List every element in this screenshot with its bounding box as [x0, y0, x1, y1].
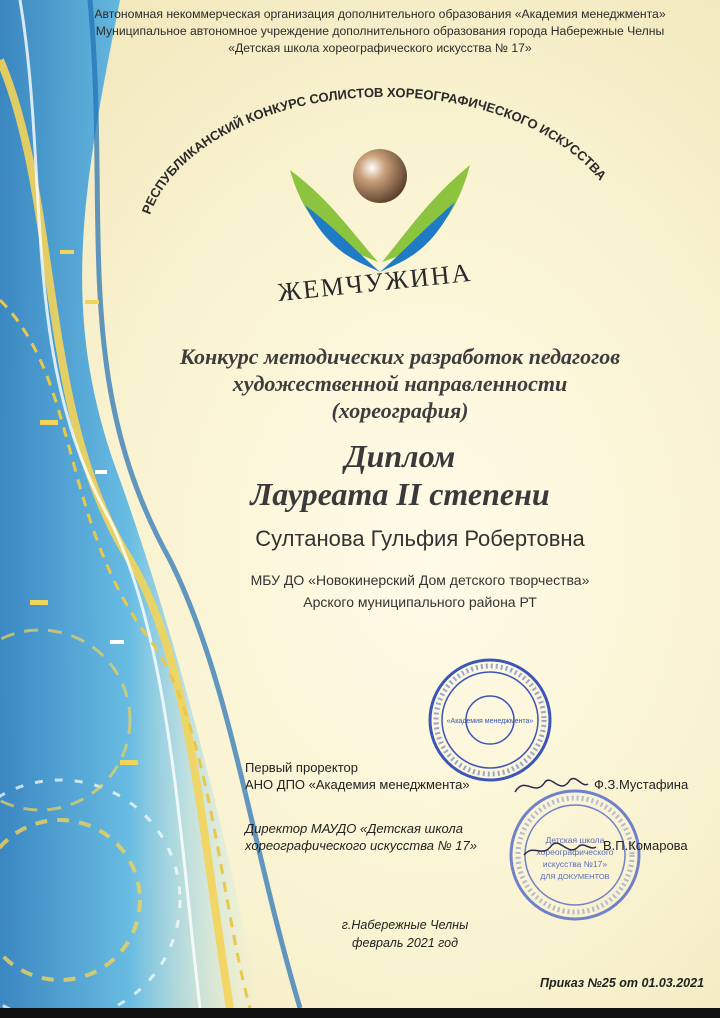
header-line-municipal: Муниципальное автономное учреждение дополнительного образования города Набережные Челны [95, 24, 665, 38]
second-signer-title-1: Директор МАУДО «Детская школа [245, 821, 463, 836]
order-number: Приказ №25 от 01.03.2021 [540, 976, 705, 990]
second-signer-name: В.П.Комарова [603, 838, 688, 853]
organization-line2: Арского муниципального района РТ [303, 594, 537, 610]
city: г.Набережные Челны [341, 918, 469, 932]
recipient-name: Султанова Гульфия Робертовна [255, 526, 585, 551]
logo-title: ЖЕМЧУЖИНА [276, 257, 474, 308]
bottom-edge [0, 1008, 720, 1018]
stamp2-text-1: Детская школа [545, 835, 605, 845]
signature-mustafina [510, 770, 590, 800]
diploma-degree: Лауреата II степени [250, 476, 550, 512]
signature-komarova [520, 835, 600, 865]
contest-title-line1: Конкурс методических разработок педагогов [179, 344, 621, 369]
organization-line1: МБУ ДО «Новокинерский Дом детского творчества» [250, 572, 590, 588]
stamp2-text-2: хореографического [536, 847, 614, 857]
first-signer-title-1: Первый проректор [245, 760, 358, 775]
contest-title-line3: (хореография) [331, 398, 469, 423]
diploma-title: Диплом [344, 438, 456, 474]
stamp2-text-4: ДЛЯ ДОКУМЕНТОВ [540, 872, 610, 881]
logo-arc-text: РЕСПУБЛИКАНСКИЙ КОНКУРС СОЛИСТОВ ХОРЕОГРАФИЧЕСКОГО ИСКУССТВА [138, 84, 610, 217]
stamp1-text: «Академия менеджмента» [446, 718, 534, 725]
header-line-academy: Автономная некоммерческая организация дополнительного образования «Академия менеджмента» [94, 7, 666, 21]
academy-stamp [425, 655, 555, 785]
pearl-icon [353, 149, 407, 203]
first-signer-title-2: АНО ДПО «Академия менеджмента» [245, 777, 470, 792]
date: февраль 2021 год [351, 936, 459, 950]
header-line-school: «Детская школа хореографического искусства № 17» [228, 41, 532, 55]
second-signer-title-2: хореографического искусства № 17» [245, 838, 477, 853]
first-signer-name: Ф.З.Мустафина [594, 777, 689, 792]
contest-title-line2: художественной направленности [232, 371, 568, 396]
stamp2-text-3: искусства №17» [542, 859, 608, 869]
